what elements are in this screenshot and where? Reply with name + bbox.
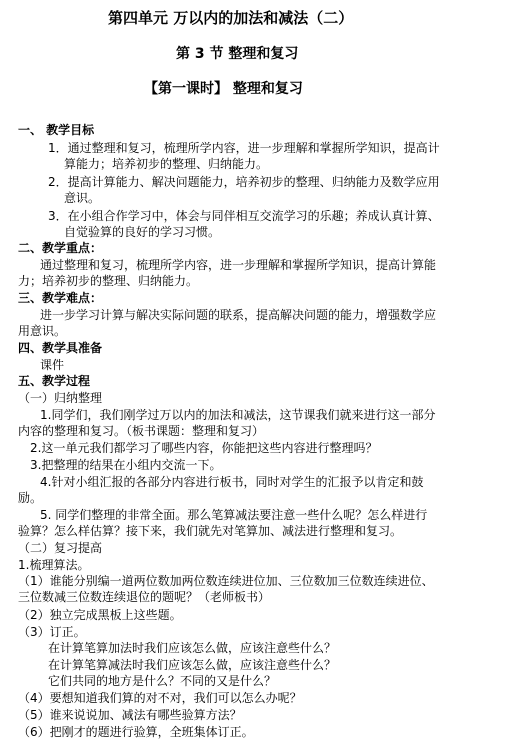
part-2-line-7: 在计算笔算减法时我们应该怎么做，应该注意些什么？ (48, 658, 337, 672)
part-1-line-3: 2.这一单元我们都学习了哪些内容，你能把这些内容进行整理吗？ (30, 441, 378, 455)
section-heading-key-points: 二、教学重点： (18, 241, 103, 255)
section-title: 第 3 节 整理和复习 (176, 46, 299, 62)
section-heading-difficulties: 三、教学难点： (18, 291, 103, 305)
part-2-line-1: 1.梳理算法。 (18, 558, 90, 572)
goal-2-line-1: 2．提高计算能力、解决问题能力，培养初步的整理、归纳能力及数学应用 (48, 175, 440, 189)
part-1-line-4: 3.把整理的结果在小组内交流一下。 (30, 458, 222, 472)
difficulties-line-1: 进一步学习计算与解决实际问题的联系，提高解决问题的能力，增强数学应 (40, 308, 437, 322)
part-1-line-7: 5. 同学们整理的非常全面。那么笔算减法要注意一些什么呢？怎么样进行 (40, 508, 428, 522)
part-1-line-1: 1.同学们，我们刚学过万以内的加法和减法，这节课我们就来进行这一部分 (40, 408, 436, 422)
part-2-line-2: （1）谁能分别编一道两位数加两位数连续进位加、三位数加三位数连续进位、 (18, 574, 434, 588)
part-1-line-5: 4.针对小组汇报的各部分内容进行板书，同时对学生的汇报予以肯定和鼓 (40, 475, 424, 489)
key-points-line-1: 通过整理和复习，梳理所学内容，进一步理解和掌握所学知识，提高计算能 (40, 258, 437, 272)
part-1-line-2: 内容的整理和复习。（板书课题：整理和复习） (18, 424, 265, 438)
part-2-line-8: 它们共同的地方是什么？不同的又是什么？ (48, 674, 277, 688)
part-2-line-11: （6）把刚才的题进行验算，全班集体订正。 (18, 725, 254, 739)
section-heading-goals: 一、 教学目标 (18, 123, 95, 137)
materials-line: 课件 (40, 358, 65, 372)
part-2-line-5: （3）订正。 (18, 625, 86, 639)
part-2-line-6: 在计算笔算加法时我们应该怎么做，应该注意些什么？ (48, 641, 337, 655)
goal-1-line-1: 1．通过整理和复习，梳理所学内容，进一步理解和掌握所学知识，提高计 (48, 141, 440, 155)
part-2-line-9: （4）要想知道我们算的对不对，我们可以怎么办呢？ (18, 691, 302, 705)
section-heading-materials: 四、教学具准备 (18, 341, 103, 355)
unit-title: 第四单元 万以内的加法和减法（二） (108, 9, 354, 27)
part-2-line-10: （5）谁来说说加、减法有哪些验算方法？ (18, 708, 242, 722)
lesson-title: 【第一课时】 整理和复习 (144, 81, 303, 97)
goal-1-line-2: 算能力；培养初步的整理、归纳能力。 (64, 157, 269, 171)
key-points-line-2: 力；培养初步的整理、归纳能力。 (18, 274, 199, 288)
part-2-line-3: 三位数减三位数连续退位的题呢？（老师板书） (18, 590, 271, 604)
part-1-line-8: 验算？怎么样估算？接下来，我们就先对笔算加、减法进行整理和复习。 (18, 524, 403, 538)
part-2-heading: （二）复习提高 (18, 541, 103, 555)
goal-3-line-2: 自觉验算的良好的学习习惯。 (64, 225, 221, 239)
goal-3-line-1: 3．在小组合作学习中，体会与同伴相互交流学习的乐趣；养成认真计算、 (48, 209, 440, 223)
goal-2-line-2: 意识。 (64, 191, 101, 205)
part-1-heading: （一）归纳整理 (18, 391, 103, 405)
part-2-line-4: （2）独立完成黑板上这些题。 (18, 608, 182, 622)
part-1-line-6: 励。 (18, 491, 43, 505)
section-heading-process: 五、教学过程 (18, 374, 91, 388)
difficulties-line-2: 用意识。 (18, 324, 67, 338)
